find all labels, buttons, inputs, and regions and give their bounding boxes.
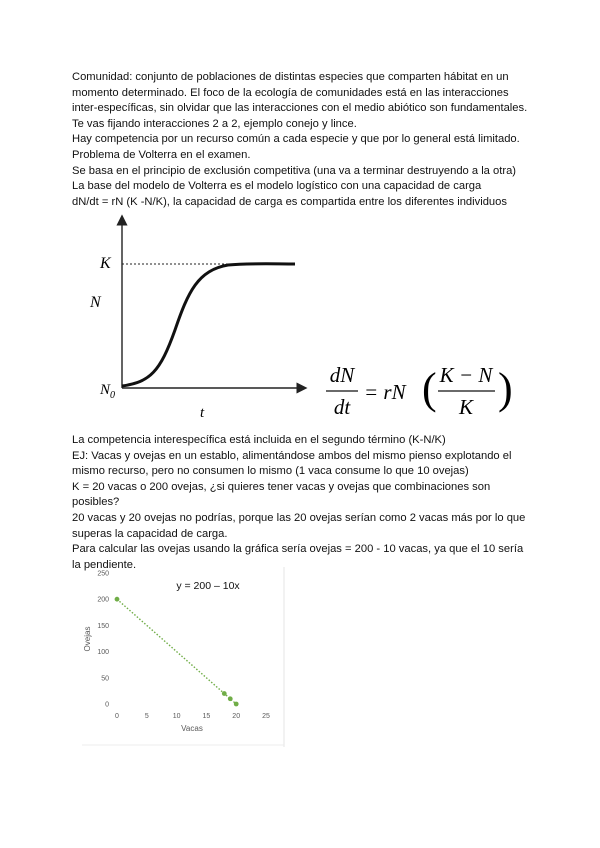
svg-text:K: K — [458, 395, 474, 419]
intro-line: Problema de Volterra en el examen. — [72, 148, 251, 161]
intro-line: Se basa en el principio de exclusión competitiva (una va a terminar destruyendo a la otra) — [72, 164, 517, 177]
y-axis-title: Ovejas — [83, 626, 92, 652]
example-line: EJ: Vacas y ovejas en un establo, alimentándose ambos del mismo pienso explotando el — [72, 449, 512, 462]
svg-text:K − N: K − N — [439, 363, 493, 387]
x-tick-label: 5 — [144, 713, 149, 720]
logistic-growth-figure — [80, 212, 320, 427]
x-axis-title: Vacas — [181, 724, 203, 733]
example-line: Para calcular las ovejas usando la gráfica sería ovejas = 200 - 10 vacas, ya que el 10 sería — [72, 543, 524, 556]
chart-title: y = 200 – 10x — [176, 580, 240, 592]
y-tick-label: 50 — [101, 675, 109, 683]
example-line: K = 20 vacas o 200 ovejas, ¿si quieres tener vacas y ovejas que combinaciones son — [72, 480, 491, 493]
data-point — [228, 696, 233, 701]
x-tick-label: 0 — [115, 713, 119, 720]
intro-line: Comunidad: conjunto de poblaciones de distintas especies que comparten hábitat en un — [72, 71, 509, 83]
origin-label: $N_0$ — [100, 382, 116, 401]
x-tick-label: 15 — [202, 713, 211, 720]
trendline — [117, 599, 236, 704]
svg-text:= rN: = rN — [364, 380, 406, 404]
intro-line: momento determinado. El foco de la ecología de comunidades está en las interacciones — [72, 86, 509, 99]
intro-line: Te vas fijando interacciones 2 a 2, ejemplo conejo y lince. — [72, 117, 357, 130]
data-point — [234, 702, 239, 707]
x-tick-label: 20 — [232, 713, 241, 720]
logistic-curve — [122, 264, 295, 386]
logistic-formula — [318, 358, 518, 426]
intro-paragraph — [72, 70, 542, 210]
svg-text:dN: dN — [329, 363, 355, 387]
example-line: la pendiente. — [72, 558, 137, 571]
x-tick-label: 25 — [262, 713, 270, 720]
y-tick-label: 200 — [97, 596, 109, 604]
example-line: superas la capacidad de carga. — [72, 527, 228, 540]
x-tick-label: 10 — [172, 713, 181, 720]
svg-text:(: ( — [422, 364, 437, 413]
intro-line: Hay competencia por un recurso común a cada especie y que por lo general está limitado. — [72, 133, 520, 146]
svg-text:): ) — [498, 364, 513, 413]
example-paragraph — [72, 433, 542, 573]
y-tick-label: 150 — [97, 622, 109, 630]
y-axis-label: N — [90, 294, 101, 311]
capacity-label: K — [100, 255, 111, 272]
x-axis-label: t — [200, 405, 205, 421]
y-tick-label: 0 — [105, 701, 109, 709]
svg-text:dt: dt — [333, 395, 351, 419]
example-line: La competencia interespecífica está incluida en el segundo término (K-N/K) — [72, 434, 446, 446]
ovejas-vacas-chart — [82, 567, 287, 747]
y-tick-label: 250 — [97, 570, 109, 578]
data-point — [222, 691, 227, 696]
example-line: 20 vacas y 20 ovejas no podrías, porque las 20 ovejas serían como 2 vacas más por lo que — [72, 511, 526, 524]
example-line: mismo recurso, pero no consumen lo mismo (1 vaca consume lo que 10 ovejas) — [72, 465, 469, 478]
example-line: posibles? — [72, 496, 120, 509]
y-tick-label: 100 — [97, 649, 109, 657]
intro-line: dN/dt = rN (K -N/K), la capacidad de carga es compartida entre los diferentes individuos — [72, 195, 507, 208]
data-point — [115, 597, 120, 602]
intro-line: La base del modelo de Volterra es el modelo logístico con una capacidad de carga — [72, 180, 482, 193]
intro-line: inter-específicas, sin olvidar que las interacciones con el medio abiótico son fundamentales. — [72, 102, 528, 115]
